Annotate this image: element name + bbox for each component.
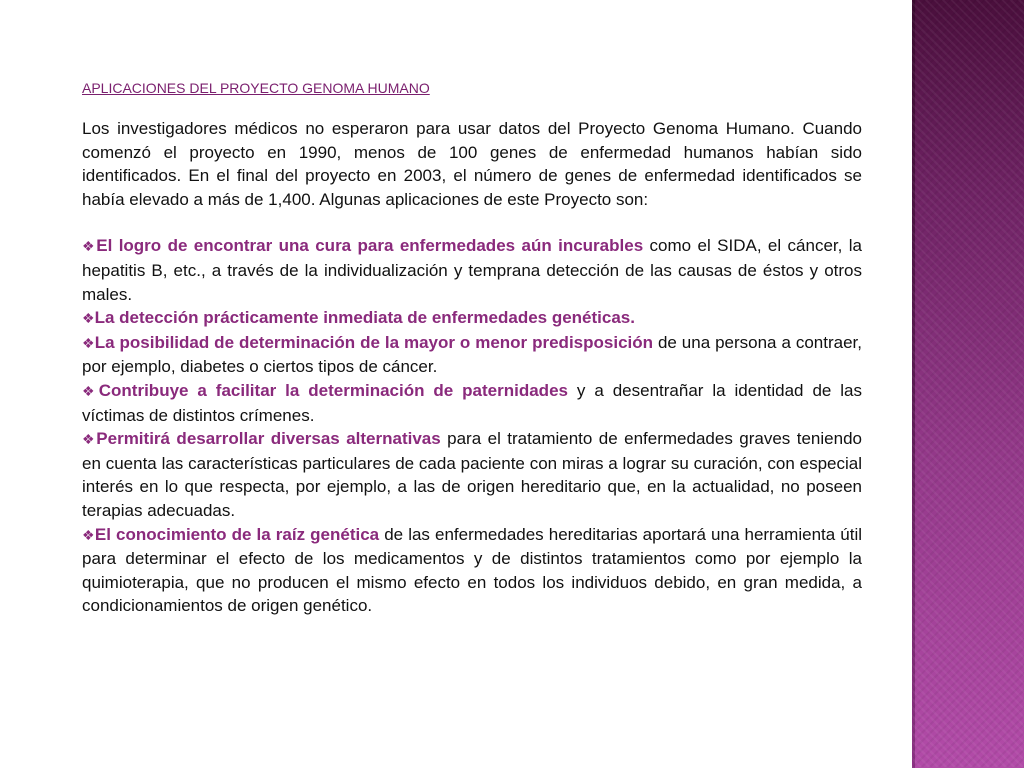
diamond-bullet-icon: ❖: [82, 334, 95, 351]
bullet-item: [82, 331, 862, 379]
bullet-highlight: El logro de encontrar una cura para enfermedades aún incurables: [96, 236, 644, 256]
bullet-text: de una persona a contraer, por ejemplo, diabetes o ciertos tipos de cáncer.: [82, 332, 862, 377]
bullet-item: [82, 306, 862, 331]
bullet-highlight: La posibilidad de determinación de la mayor o menor predisposición: [94, 332, 654, 352]
bullet-text: como el SIDA, el cáncer, la hepatitis B, etc., a través de la individualización y temprana detección de las causas de éstos y otros males.: [82, 236, 862, 304]
diamond-bullet-icon: ❖: [82, 310, 95, 327]
diamond-bullet-icon: ❖: [82, 431, 97, 448]
bullet-item: [82, 427, 862, 522]
diamond-bullet-icon: ❖: [82, 526, 95, 543]
bullet-highlight: Contribuye a facilitar la determinación de paternidades: [98, 380, 568, 400]
bullet-item: [82, 234, 862, 306]
intro-paragraph: Los investigadores médicos no esperaron para usar datos del Proyecto Genoma Humano. Cuando comenzó el proyecto en 1990, menos de 100 genes de enfermedad humanos habían sido identificados. En el final del proyecto en 2003, el número de genes de enfermedad identificados se había elevado a más de 1,400. Algunas aplicaciones de este Proyecto son:: [82, 119, 862, 209]
bullet-highlight: Permitirá desarrollar diversas alternativas: [96, 429, 441, 449]
bullet-text: y a desentrañar la identidad de las víctimas de distintos crímenes.: [82, 380, 863, 425]
bullet-highlight: La detección prácticamente inmediata de enfermedades genéticas.: [94, 308, 635, 328]
bullet-text: para el tratamiento de enfermedades graves teniendo en cuenta las características particulares de cada paciente con miras a lograr su curación, con especial interés en lo que respecta, por ejemplo, a las de origen hereditario que, en la actualidad, no poseen terapias adecuadas.: [82, 429, 862, 520]
slide-content: [82, 78, 862, 618]
bullet-item: [82, 379, 862, 427]
diamond-bullet-icon: ❖: [82, 382, 99, 399]
decorative-side-band: [912, 0, 1024, 768]
bullet-text: de las enfermedades hereditarias aportará una herramienta útil para determinar el efecto de los medicamentos y de distintos tratamientos como por ejemplo la quimioterapia, que no producen el mismo efecto en todos los individuos debido, en gran medida, a condicionamientos de origen genético.: [82, 524, 863, 616]
diamond-bullet-icon: ❖: [82, 238, 97, 255]
bullet-item: [82, 523, 862, 618]
bullet-highlight: El conocimiento de la raíz genética: [94, 524, 380, 544]
slide-title: APLICACIONES DEL PROYECTO GENOMA HUMANO: [82, 80, 430, 96]
